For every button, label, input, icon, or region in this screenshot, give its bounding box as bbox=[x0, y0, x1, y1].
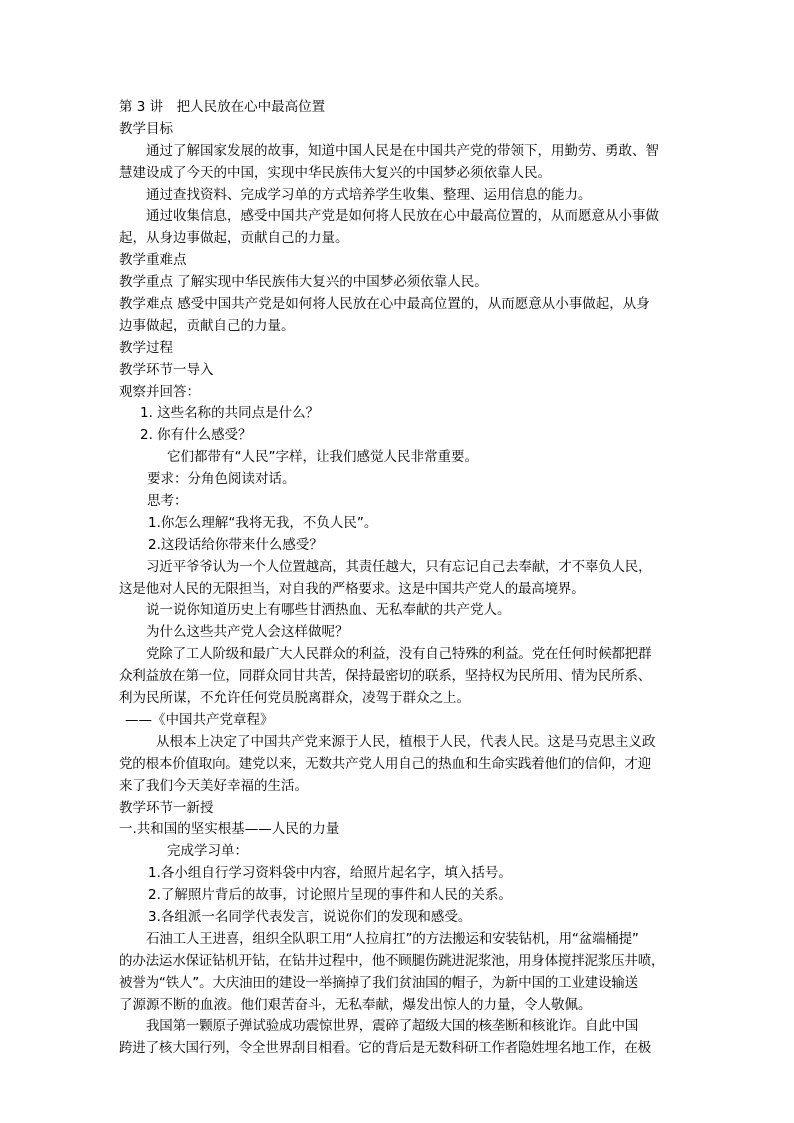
document-page bbox=[119, 97, 677, 1060]
lesson-title: 第 3 讲 把人民放在心中最高位置 bbox=[119, 99, 326, 115]
goal-2: 通过查找资料、完成学习单的方式培养学生收集、整理、运用信息的能力。 bbox=[146, 186, 592, 203]
observe-prompt: 观察并回答： bbox=[119, 383, 200, 400]
party-paragraph-line-1: 党除了工人阶级和最广大人民群众的利益，没有自己特殊的利益。党在任何时候都把群 bbox=[146, 646, 652, 663]
difficulty-line-2: 边事做起，贡献自己的力量。 bbox=[119, 317, 295, 334]
key-point: 教学重点 了解实现中华民族伟大复兴的中国梦必须依靠人民。 bbox=[119, 274, 488, 291]
worksheet-item-2: 2.了解照片背后的故事，讨论照片呈现的事件和人民的关系。 bbox=[148, 887, 512, 904]
oil-paragraph-line-3: 被誉为“铁人”。大庆油田的建设一举摘掉了我们贫油国的帽子，为新中国的工业建设输送 bbox=[119, 974, 638, 991]
oil-paragraph-line-1: 石油工人王进喜，组织全队职工用“人拉肩扛”的方法搬运和安装钻机，用“盆端桶提” bbox=[146, 930, 639, 947]
bomb-paragraph-line-1: 我国第一颗原子弹试验成功震惊世界，震碎了超级大国的核垄断和核讹诈。自此中国 bbox=[146, 1018, 639, 1035]
think-prompt: 思考： bbox=[147, 493, 188, 510]
source-citation: ——《中国共产党章程》 bbox=[125, 711, 274, 728]
requirement: 要求：分角色阅读对话。 bbox=[147, 471, 296, 488]
why-question: 为什么这些共产党人会这样做呢？ bbox=[146, 624, 349, 641]
bomb-paragraph-line-2: 跨进了核大国行列，令全世界刮目相看。它的背后是无数科研工作者隐姓埋名地工作，在极 bbox=[119, 1040, 651, 1057]
party-paragraph-line-3: 利为民所谋，不允许任何党员脱离群众，凌驾于群众之上。 bbox=[119, 690, 470, 707]
goals-heading: 教学目标 bbox=[119, 120, 173, 137]
think-question-1: 1.你怎么理解“我将无我，不负人民”。 bbox=[148, 514, 378, 531]
party-paragraph-line-2: 众利益放在第一位，同群众同甘共苦，保持最密切的联系，坚持权为民所用、情为民所系、 bbox=[119, 668, 651, 685]
root-paragraph-line-1: 从根本上决定了中国共产党来源于人民，植根于人民，代表人民。这是马克思主义政 bbox=[156, 733, 656, 750]
question-2: 2. 你有什么感受？ bbox=[140, 427, 252, 444]
process-heading: 教学过程 bbox=[119, 339, 173, 356]
worksheet-item-3: 3.各组派一名同学代表发言，说说你们的发现和感受。 bbox=[148, 908, 472, 925]
difficulty-line-1: 教学难点 感受中国共产党是如何将人民放在心中最高位置的，从而愿意从小事做起，从身 bbox=[119, 296, 650, 313]
question-1: 1. 这些名称的共同点是什么？ bbox=[140, 405, 320, 422]
section-2-heading: 教学环节一新授 bbox=[119, 799, 214, 816]
goal-1-line-1: 通过了解国家发展的故事，知道中国人民是在中国共产党的带领下，用勤劳、勇敢、智 bbox=[146, 142, 659, 159]
think-question-2: 2.这段话给你带来什么感受？ bbox=[148, 536, 323, 553]
root-paragraph-line-3: 来了我们今天美好幸福的生活。 bbox=[119, 777, 308, 794]
say-prompt: 说一说你知道历史上有哪些甘洒热血、无私奉献的共产党人。 bbox=[146, 602, 511, 619]
worksheet-item-1: 1.各小组自行学习资料袋中内容，给照片起名字，填入括号。 bbox=[148, 865, 512, 882]
keypoints-heading: 教学重难点 bbox=[119, 252, 187, 269]
goal-3-line-2: 起，从身边事做起，贡献自己的力量。 bbox=[119, 230, 349, 247]
subsection-1-heading: 一.共和国的坚实根基——人民的力量 bbox=[119, 821, 340, 838]
oil-paragraph-line-2: 的办法运水保证钻机开钻，在钻井过程中，他不顾腿伤跳进泥浆池，用身体搅拌泥浆压井喷， bbox=[119, 952, 665, 969]
worksheet-prompt: 完成学习单： bbox=[167, 843, 248, 860]
section-1-heading: 教学环节一导入 bbox=[119, 361, 214, 378]
goal-1-line-2: 慧建设成了今天的中国，实现中华民族伟大复兴的中国梦必须依靠人民。 bbox=[119, 164, 551, 181]
answer-1: 它们都带有“人民”字样，让我们感觉人民非常重要。 bbox=[167, 449, 478, 466]
xi-paragraph-line-1: 习近平爷爷认为一个人位置越高，其责任越大，只有忘记自己去奉献，才不辜负人民， bbox=[146, 558, 652, 575]
root-paragraph-line-2: 党的根本价值取向。建党以来，无数共产党人用自己的热血和生命实践着他们的信仰，才迎 bbox=[119, 755, 651, 772]
oil-paragraph-line-4: 了源源不断的血液。他们艰苦奋斗，无私奉献，爆发出惊人的力量，令人敬佩。 bbox=[119, 996, 592, 1013]
goal-3-line-1: 通过收集信息，感受中国共产党是如何将人民放在心中最高位置的，从而愿意从小事做 bbox=[146, 208, 659, 225]
xi-paragraph-line-2: 这是他对人民的无限担当，对自我的严格要求。这是中国共产党人的最高境界。 bbox=[119, 580, 585, 597]
